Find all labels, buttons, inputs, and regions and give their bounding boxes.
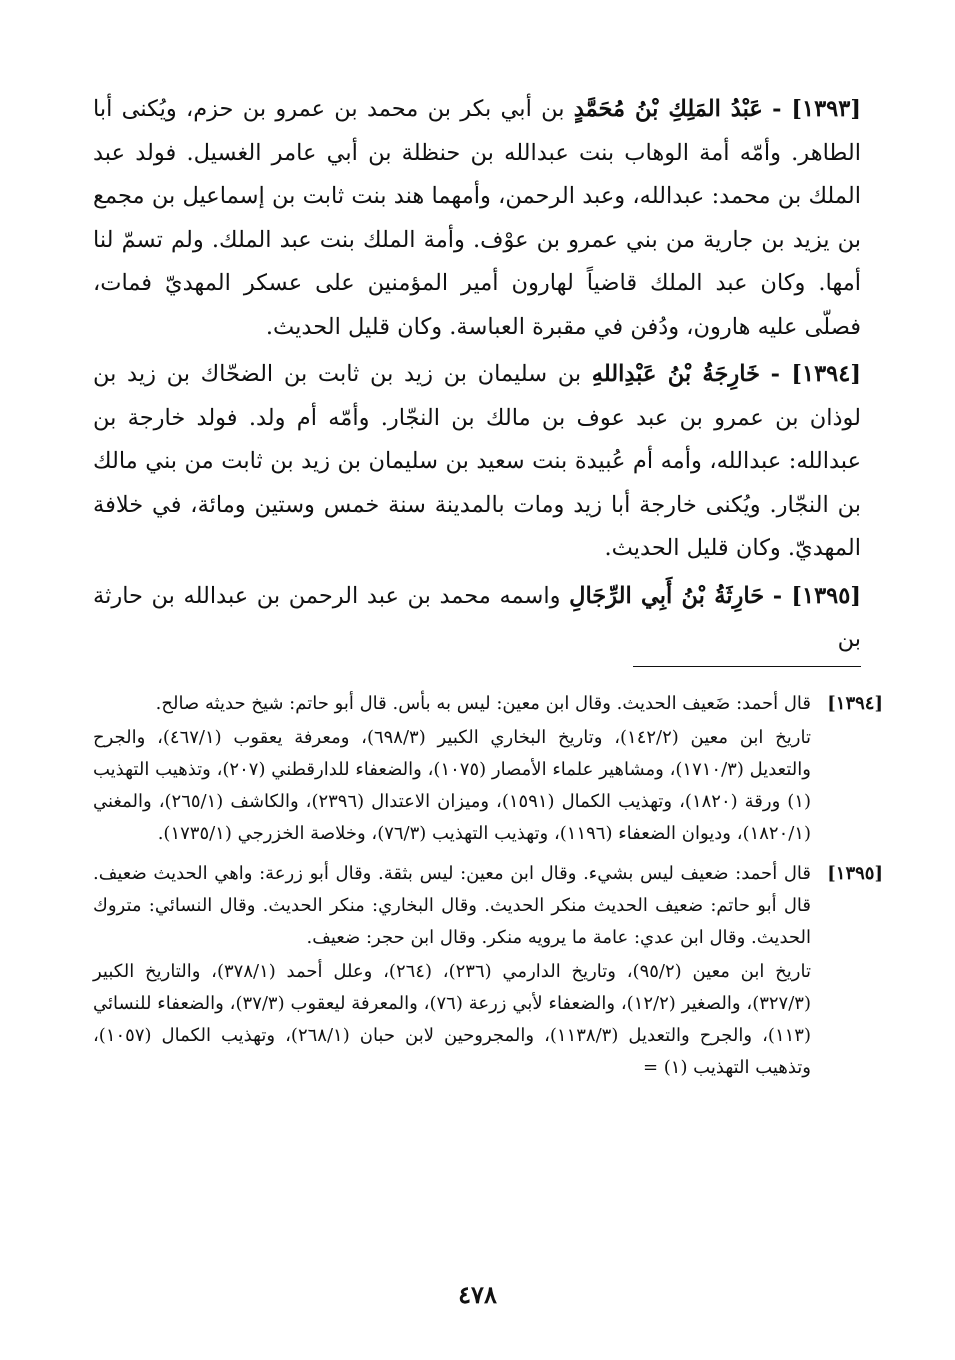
footnote-1394 — [93, 688, 883, 852]
entry-number: [١٣٩٤] - — [770, 361, 861, 387]
entry-text: واسمه محمد بن عبد الرحمن بن عبدالله بن حارثة بن — [93, 582, 861, 652]
footnote-1395 — [93, 858, 883, 1086]
footnote-body — [93, 858, 811, 1086]
footnote-paragraph: تاريخ ابن معين (١٤٢/٢)، وتاريخ البخاري الكبير (٦٩٨/٣)، ومعرفة يعقوب (٤٦٧/١)، والجرح والتعديل (١٧١٠/٣)، ومشاهير علماء الأمصار (١٠٧٥)، والضعفاء للدارقطني (٢٠٧)، وتذهيب التهذيب (١) ورقة (١٨٢٠)، وتهذيب الكمال (١٥٩١)، وميزان الاعتدال (٢٣٩٦)، والكاشف (٢٦٥/١)، والمغني (١٨٢٠/١)، وديوان الضعفاء (١١٩٦)، وتهذيب التهذيب (٧٦/٣)، وخلاصة الخزرجي (١٧٣٥/١). — [93, 727, 811, 844]
footnotes — [93, 688, 883, 1092]
entry-text: بن سليمان بن زيد بن ثابت بن الضحّاك بن زيد بن لوذان بن عمرو بن عبد عوف بن مالك بن النجّار. وأمّه أم ولد. فولد خارجة بن عبدالله: عبدالله، وأمه أم عُبيدة بنت سعيد بن سليمان بن زيد بن ثابت من بني مالك بن النجّار. ويُكنى خارجة أبا زيد ومات بالمدينة سنة خمس وستين ومائة، في خلافة المهديّ. وكان قليل الحديث. — [93, 361, 861, 561]
entry-number: [١٣٩٥] - — [772, 582, 862, 609]
main-text — [93, 88, 861, 673]
entry-text: بن أبي بكر بن محمد بن عمرو بن حزم، ويُكنى أبا الطاهر. وأمّه أمة الوهاب بنت عبدالله بن حنظلة بن أبي عامر الغسيل. فولد عبد الملك بن محمد: عبدالله، وعبد الرحمن، وأمهما هند بنت ثابت بن إسماعيل بن مجمع بن يزيد بن جارية من بني عمرو بن عوْف. وأمة الملك بنت عبد الملك. ولم تسمّ لنا أمها. وكان عبد الملك قاضياً لهارون أمير المؤمنين على عسكر المهديّ فمات، فصلّى عليه هارون، ودُفن في مقبرة العباسة. وكان قليل الحديث. — [93, 96, 861, 340]
footnote-divider — [633, 666, 861, 667]
entry-1393 — [93, 88, 861, 349]
page-number: ٤٧٨ — [458, 1280, 497, 1309]
entry-number: [١٣٩٣] - — [772, 96, 862, 122]
entry-1395 — [93, 575, 861, 662]
entry-1394 — [93, 353, 861, 571]
footnote-number: [١٣٩٥] — [827, 863, 883, 884]
footnote-paragraph: تاريخ ابن معين (٩٥/٢)، وتاريخ الدارمي (٢٣٦)، (٢٦٤)، وعلل أحمد (٣٧٨/١)، والتاريخ الكبير (٣٢٧/٣)، والصغير (١٢/٢)، والضعفاء لأبي زرعة (٧٦)، والمعرفة ليعقوب (٣٧/٣)، والضعفاء للنسائي (١١٣)، والجرح والتعديل (١١٣٨/٣)، والمجروحين لابن حبان (٢٦٨/١)، وتهذيب الكمال (١٠٥٧)، وتذهيب التهذيب (١) = — [93, 961, 811, 1078]
entry-name: حَارِثَةُ بْنُ أَبِي الرِّجَالِ — [569, 582, 765, 609]
entry-name: عَبْدُ المَلِكِ بْنُ مُحَمَّدٍ — [573, 96, 763, 122]
footnote-paragraph: قال أحمد: ضَعيف الحديث. وقال ابن معين: ليس به بأس. قال أبو حاتم: شيخ حديثه صالح. — [155, 693, 811, 714]
entry-name: خَارِجَةُ بْنُ عَبْدِاللهِ — [591, 361, 761, 387]
footnote-body — [93, 688, 811, 852]
footnote-paragraph: قال أحمد: ضعيف ليس بشيء. وقال ابن معين: ليس بثقة. وقال أبو زرعة: واهي الحديث ضعيف. قال أبو حاتم: ضعيف الحديث منكر الحديث. وقال البخاري: منكر الحديث. وقال النسائي: متروك الحديث. وقال ابن عدي: عامة ما يرويه منكر. وقال ابن حجر: ضعيف. — [93, 863, 811, 948]
footnote-number: [١٣٩٤] — [827, 693, 883, 714]
